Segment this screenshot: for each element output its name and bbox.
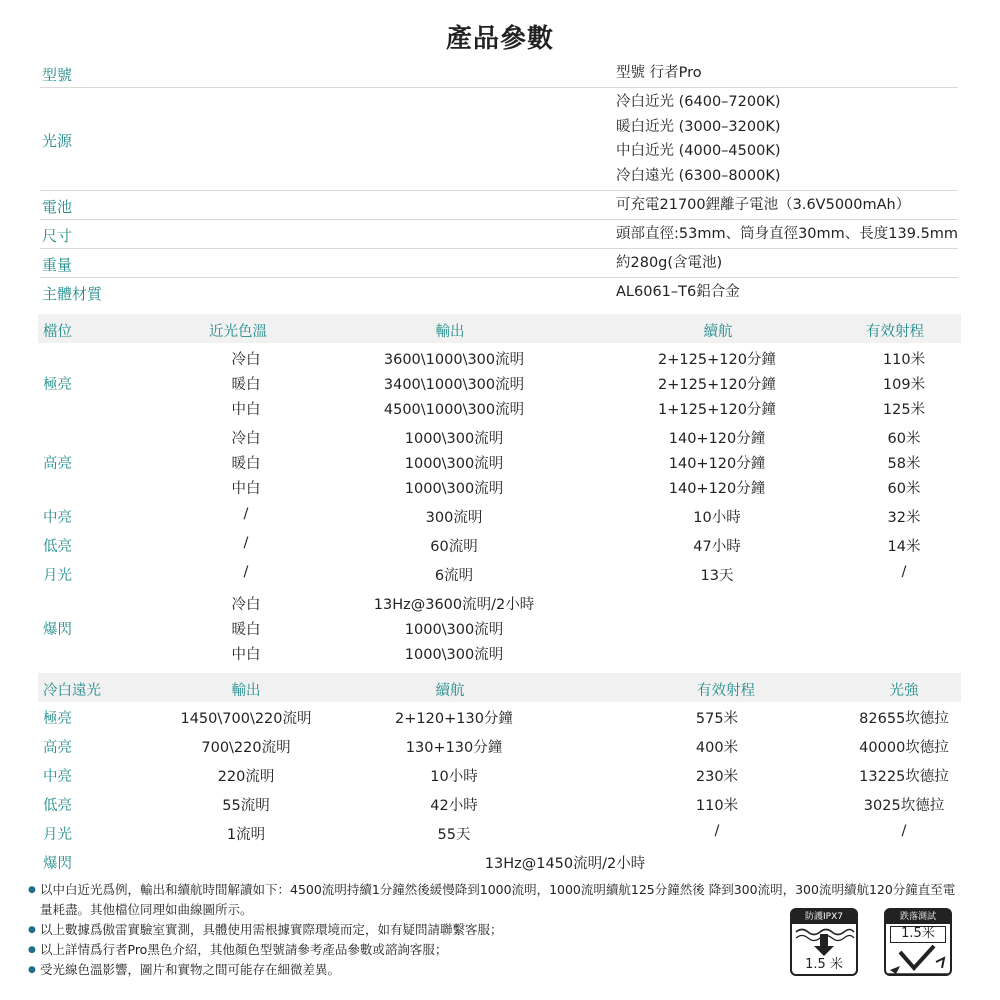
runtime-cell: 140+120分鐘	[668, 481, 766, 497]
spec-value: AL6061–T6鋁合金	[616, 284, 740, 300]
far-intensity-cell: /	[901, 823, 907, 839]
far-range-cell: 400米	[695, 740, 739, 756]
output-cell: 6流明	[434, 568, 474, 584]
near-table-header	[38, 314, 961, 343]
spec-value: 約280g(含電池)	[616, 255, 723, 271]
far-runtime-cell: 55天	[437, 827, 471, 843]
far-table-header	[38, 673, 961, 702]
header-output: 輸出	[231, 683, 261, 699]
output-cell: 1000\300流明	[404, 622, 504, 638]
spec-row-light-source	[40, 88, 958, 191]
spec-label: 光源	[42, 132, 73, 150]
far-mode-strobe: 爆閃	[43, 856, 72, 872]
far-output-cell: 55流明	[222, 798, 270, 814]
drop-test-icon	[886, 944, 950, 976]
spec-row-battery	[40, 191, 958, 220]
runtime-cell: 140+120分鐘	[668, 431, 766, 447]
mode-medium: 中亮	[43, 510, 72, 526]
far-intensity-cell: 40000坎德拉	[859, 740, 949, 756]
badge-title: 防護IPX7	[792, 910, 856, 924]
far-runtime-cell: 42小時	[430, 798, 478, 814]
far-output-cell: 220流明	[217, 769, 275, 785]
far-runtime-cell: 2+120+130分鐘	[395, 711, 513, 727]
output-cell: 3600\1000\300流明	[383, 352, 525, 368]
color-temp-cell: 中白	[231, 402, 261, 418]
output-cell: 1000\300流明	[404, 481, 504, 497]
range-cell: 60米	[887, 481, 921, 497]
far-runtime-cell: 10小時	[430, 769, 478, 785]
far-strobe-value: 13Hz@1450流明/2小時	[484, 856, 646, 872]
header-runtime: 續航	[703, 324, 733, 340]
color-temp-cell: 暖白	[231, 622, 261, 638]
range-cell: /	[901, 564, 907, 580]
spec-label: 重量	[42, 256, 73, 274]
far-mode: 低亮	[43, 798, 72, 814]
spec-value: 頭部直徑:53mm、筒身直徑30mm、長度139.5mm	[616, 226, 959, 242]
color-temp-cell: 冷白	[231, 431, 261, 447]
output-cell: 1000\300流明	[404, 647, 504, 663]
far-intensity-cell: 13225坎德拉	[859, 769, 949, 785]
runtime-cell: 10小時	[693, 510, 741, 526]
far-output-cell: 1流明	[226, 827, 266, 843]
range-cell: 109米	[882, 377, 926, 393]
output-cell: 300流明	[425, 510, 483, 526]
spec-row-material	[40, 278, 958, 307]
header-far-beam: 冷白遠光	[43, 683, 101, 699]
output-cell: 60流明	[430, 539, 478, 555]
runtime-cell: 2+125+120分鐘	[658, 352, 776, 368]
note-item: ● 受光線色溫影響，圖片和實物之間可能存在細微差異。	[28, 960, 768, 980]
spec-label: 電池	[42, 198, 73, 216]
spec-row-model	[40, 60, 958, 88]
output-cell: 1000\300流明	[404, 456, 504, 472]
header-range: 有效射程	[697, 683, 755, 699]
header-range: 有效射程	[866, 324, 924, 340]
spec-value: 中白近光 (4000–4500K)	[616, 143, 781, 159]
spec-row-weight	[40, 249, 958, 278]
color-temp-cell: 暖白	[231, 456, 261, 472]
range-cell: 14米	[887, 539, 921, 555]
mode-low: 低亮	[43, 539, 72, 555]
runtime-cell: 2+125+120分鐘	[658, 377, 776, 393]
runtime-cell: 47小時	[693, 539, 741, 555]
spec-value: 暖白近光 (3000–3200K)	[616, 118, 781, 135]
mode-turbo: 極亮	[43, 377, 72, 393]
runtime-cell: 1+125+120分鐘	[658, 402, 776, 418]
spec-label: 主體材質	[42, 285, 103, 303]
color-temp-cell: 冷白	[231, 597, 261, 613]
spec-value: 冷白遠光 (6300–8000K)	[616, 167, 781, 184]
far-mode: 月光	[43, 827, 72, 843]
far-mode: 高亮	[43, 740, 72, 756]
badge-value: 1.5 米	[805, 957, 843, 972]
runtime-cell: 140+120分鐘	[668, 456, 766, 472]
color-temp-cell: 中白	[231, 647, 261, 663]
color-temp-cell: 中白	[231, 481, 261, 497]
badge-title: 跌落測試	[886, 910, 950, 924]
far-mode: 中亮	[43, 769, 72, 785]
output-cell: 13Hz@3600流明/2小時	[373, 597, 535, 613]
far-range-cell: 110米	[695, 798, 739, 814]
range-cell: 125米	[882, 402, 926, 418]
output-cell: 1000\300流明	[404, 431, 504, 447]
note-item: ● 以上數據爲傲雷實驗室實測，具體使用需根據實際環境而定，如有疑問請聯繫客服；	[28, 920, 768, 940]
far-mode: 極亮	[43, 711, 72, 727]
note-item: ● 以上詳情爲行者Pro黑色介紹，其他顏色型號請參考產品參數或諮詢客服；	[28, 940, 768, 960]
far-range-cell: 575米	[695, 711, 739, 727]
far-intensity-cell: 3025坎德拉	[863, 798, 945, 814]
header-mode: 檔位	[43, 324, 72, 340]
mode-high: 高亮	[43, 456, 72, 472]
range-cell: 58米	[887, 456, 921, 472]
header-color-temp: 近光色溫	[209, 324, 267, 340]
badge-value: 1.5米	[890, 926, 946, 943]
runtime-cell: 13天	[700, 568, 734, 584]
drop-test-badge	[884, 908, 952, 976]
color-temp-cell: 冷白	[231, 352, 261, 368]
mode-moonlight: 月光	[43, 568, 72, 584]
output-cell: 3400\1000\300流明	[383, 377, 525, 393]
spec-label: 型號	[42, 66, 73, 84]
spec-value: 可充電21700鋰離子電池（3.6V5000mAh）	[616, 197, 911, 213]
spec-row-size	[40, 220, 958, 249]
spec-label: 尺寸	[42, 227, 73, 245]
far-range-cell: /	[714, 823, 720, 839]
color-temp-cell: /	[243, 535, 249, 551]
range-cell: 110米	[882, 352, 926, 368]
far-output-cell: 700\220流明	[201, 740, 291, 756]
waterproof-badge	[790, 908, 858, 976]
header-intensity: 光強	[889, 683, 919, 699]
color-temp-cell: /	[243, 564, 249, 580]
far-intensity-cell: 82655坎德拉	[859, 711, 949, 727]
header-output: 輸出	[435, 324, 465, 340]
note-item: ● 以中白近光爲例，輸出和續航時間解讀如下：4500流明持續1分鐘然後緩慢降到1000流明，1000流明續航125分鐘然後 降到300流明，300流明續航120分鐘直至電量耗盡。其他檔位同理如曲線圖所示。	[28, 880, 958, 920]
mode-strobe: 爆閃	[43, 622, 72, 638]
color-temp-cell: 暖白	[231, 377, 261, 393]
far-runtime-cell: 130+130分鐘	[405, 740, 503, 756]
far-range-cell: 230米	[695, 769, 739, 785]
far-output-cell: 1450\700\220流明	[180, 711, 312, 727]
spec-value: 冷白近光 (6400–7200K)	[616, 94, 781, 110]
range-cell: 32米	[887, 510, 921, 526]
output-cell: 4500\1000\300流明	[383, 402, 525, 418]
range-cell: 60米	[887, 431, 921, 447]
header-runtime: 續航	[435, 683, 465, 699]
color-temp-cell: /	[243, 506, 249, 522]
page-title: 產品參數	[445, 24, 554, 54]
spec-value: 型號 行者Pro	[616, 65, 702, 81]
